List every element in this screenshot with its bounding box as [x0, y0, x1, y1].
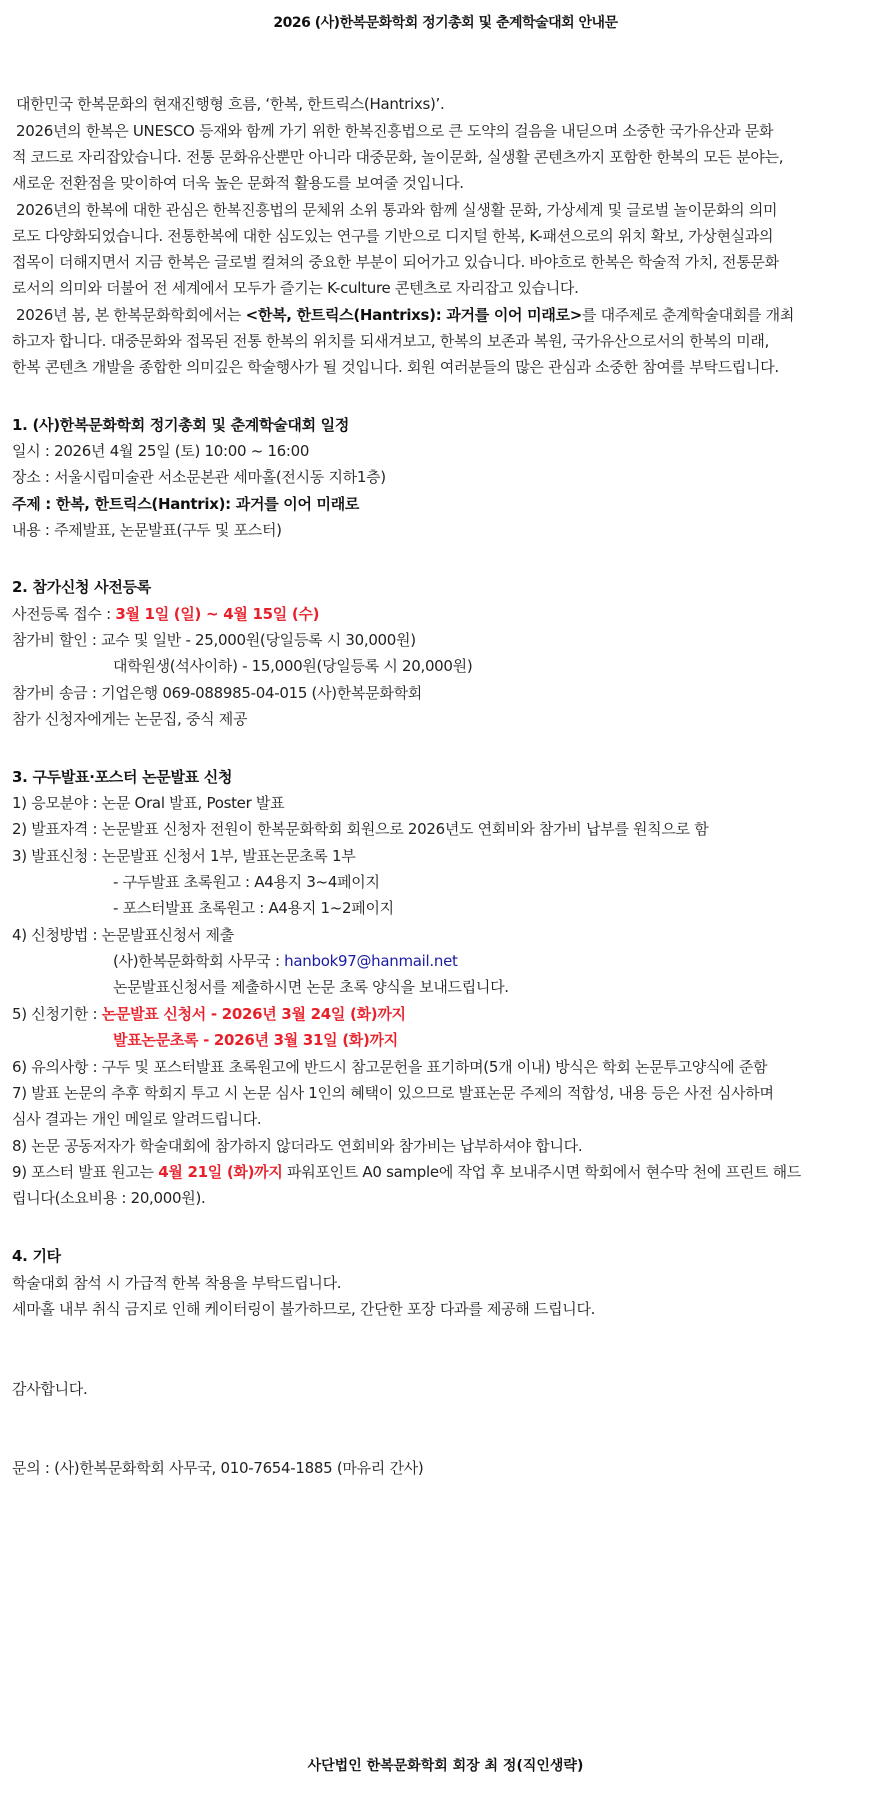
deadline-label: 5) 신청기한 :	[12, 1005, 102, 1023]
etc-line: 세마홀 내부 취식 금지로 인해 케이터링이 불가하므로, 간단한 포장 다과를 제공해 드립니다.	[12, 1300, 596, 1318]
fee-general: 참가비 할인 : 교수 및 일반 - 25,000원(당일등록 시 30,000원)	[12, 631, 416, 649]
intro-line: 로서의 의미와 더불어 전 세계에서 모두가 즐기는 K-culture 콘텐츠로 자리잡고 있습니다.	[12, 279, 579, 297]
list-item: 립니다(소요비용 : 20,000원).	[12, 1189, 206, 1207]
list-item: 7) 발표 논문의 추후 학회지 투고 시 논문 심사 1인의 혜택이 있으므로 발표논문 주제의 적합성, 내용 등은 사전 심사하며	[12, 1084, 774, 1102]
list-item	[12, 1161, 801, 1183]
intro-text: 를 대주제로 춘계학술대회를 개최	[581, 306, 795, 324]
list-item: 8) 논문 공동저자가 학술대회에 참가하지 않더라도 연회비와 참가비는 납부하셔야 합니다.	[12, 1137, 583, 1155]
intro-line: 대한민국 한복문화의 현재진행형 흐름, ‘한복, 한트릭스(Hantrixs)’.	[16, 95, 445, 113]
intro-line: 한복 콘텐츠 개발을 종합한 의미깊은 학술행사가 될 것입니다. 회원 여러분들의 많은 관심과 소중한 참여를 부탁드립니다.	[12, 358, 779, 376]
deadline-application: 논문발표 신청서 - 2026년 3월 24일 (화)까지	[101, 1005, 406, 1023]
list-item	[12, 1003, 406, 1025]
page-title: 2026 (사)한복문화학회 정기총회 및 춘계학술대회 안내문	[273, 15, 618, 31]
registration-period	[12, 603, 319, 625]
intro-line: 로도 다양화되었습니다. 전통한복에 대한 심도있는 연구를 기반으로 디지털 한복, K-패션으로의 위치 확보, 가상현실과의	[12, 227, 774, 245]
intro-line: 적 코드로 자리잡았습니다. 전통 문화유산뿐만 아니라 대중문화, 놀이문화, 실생활 콘텐츠까지 포함한 한복의 모든 분야는,	[12, 148, 784, 166]
list-item: 4) 신청방법 : 논문발표신청서 제출	[12, 926, 234, 944]
intro-line	[16, 304, 794, 326]
thanks-text: 감사합니다.	[12, 1380, 88, 1398]
list-item: 3) 발표신청 : 논문발표 신청서 1부, 발표논문초록 1부	[12, 847, 356, 865]
intro-theme: <한복, 한트릭스(Hantrixs): 과거를 이어 미래로>	[245, 306, 582, 324]
schedule-theme: 주제 : 한복, 한트릭스(Hantrix): 과거를 이어 미래로	[12, 495, 360, 513]
list-item: 6) 유의사항 : 구두 및 포스터발표 초록원고에 반드시 참고문헌을 표기하며(5개 이내) 방식은 학회 논문투고양식에 준함	[12, 1058, 768, 1076]
poster-text: 파워포인트 A0 sample에 작업 후 보내주시면 학회에서 현수막 천에 프린트 해드	[282, 1163, 801, 1181]
list-item: 심사 결과는 개인 메일로 알려드립니다.	[12, 1110, 262, 1128]
list-item: 1) 응모분야 : 논문 Oral 발표, Poster 발표	[12, 794, 285, 812]
section-heading: 4. 기타	[12, 1247, 61, 1265]
intro-line: 접목이 더해지면서 지금 한복은 글로벌 컬쳐의 중요한 부분이 되어가고 있습니다. 바야흐로 한복은 학술적 가치, 전통문화	[12, 253, 779, 271]
fee-account: 참가비 송금 : 기업은행 069-088985-04-015 (사)한복문화학회	[12, 684, 422, 702]
section-heading: 1. (사)한복문화학회 정기총회 및 춘계학술대회 일정	[12, 416, 350, 434]
registration-dates: 3월 1일 (일) ~ 4월 15일 (수)	[115, 605, 320, 623]
schedule-date: 일시 : 2026년 4월 25일 (토) 10:00 ~ 16:00	[12, 442, 310, 460]
intro-line: 2026년의 한복은 UNESCO 등재와 함께 가기 위한 한복진흥법으로 큰 도약의 걸음을 내딛으며 소중한 국가유산과 문화	[16, 122, 774, 140]
list-item: 2) 발표자격 : 논문발표 신청자 전원이 한복문화학회 회원으로 2026년도 연회비와 참가비 납부를 원칙으로 함	[12, 820, 709, 838]
fee-student: 대학원생(석사이하) - 15,000원(당일등록 시 20,000원)	[113, 657, 473, 675]
intro-line: 2026년의 한복에 대한 관심은 한복진흥법의 문체위 소위 통과와 함께 실생활 문화, 가상세계 및 글로벌 놀이문화의 의미	[16, 201, 778, 219]
office-label: (사)한복문화학회 사무국 :	[113, 952, 285, 970]
deadline-abstract: 발표논문초록 - 2026년 3월 31일 (화)까지	[113, 1031, 398, 1049]
signature-line: 사단법인 한복문화학회 회장 최 정(직인생략)	[307, 1758, 584, 1774]
list-subitem: - 포스터발표 초록원고 : A4용지 1~2페이지	[113, 899, 394, 917]
list-subitem: - 구두발표 초록원고 : A4용지 3~4페이지	[113, 873, 380, 891]
poster-text: 9) 포스터 발표 원고는	[12, 1163, 159, 1181]
list-subitem	[113, 950, 458, 972]
email-link[interactable]: hanbok97@hanmail.net	[284, 952, 458, 970]
schedule-place: 장소 : 서울시립미술관 서소문본관 세마홀(전시동 지하1층)	[12, 468, 386, 486]
poster-deadline: 4월 21일 (화)까지	[158, 1163, 283, 1181]
section-heading: 3. 구두발표·포스터 논문발표 신청	[12, 768, 233, 786]
intro-line: 새로운 전환점을 맞이하여 더욱 높은 문화적 활용도를 보여줄 것입니다.	[12, 174, 464, 192]
registration-label: 사전등록 접수 :	[12, 605, 116, 623]
contact-info: 문의 : (사)한복문화학회 사무국, 010-7654-1885 (마유리 간사)	[12, 1459, 424, 1477]
intro-line: 하고자 합니다. 대중문화와 접목된 전통 한복의 위치를 되새겨보고, 한복의 보존과 복원, 국가유산으로서의 한복의 미래,	[12, 332, 770, 350]
intro-text: 2026년 봄, 본 한복문화학회에서는	[16, 306, 246, 324]
etc-line: 학술대회 참석 시 가급적 한복 착용을 부탁드립니다.	[12, 1274, 342, 1292]
section-heading: 2. 참가신청 사전등록	[12, 578, 151, 596]
materials-note: 참가 신청자에게는 논문집, 중식 제공	[12, 710, 248, 728]
list-subitem: 논문발표신청서를 제출하시면 논문 초록 양식을 보내드립니다.	[113, 978, 509, 996]
schedule-content: 내용 : 주제발표, 논문발표(구두 및 포스터)	[12, 521, 282, 539]
